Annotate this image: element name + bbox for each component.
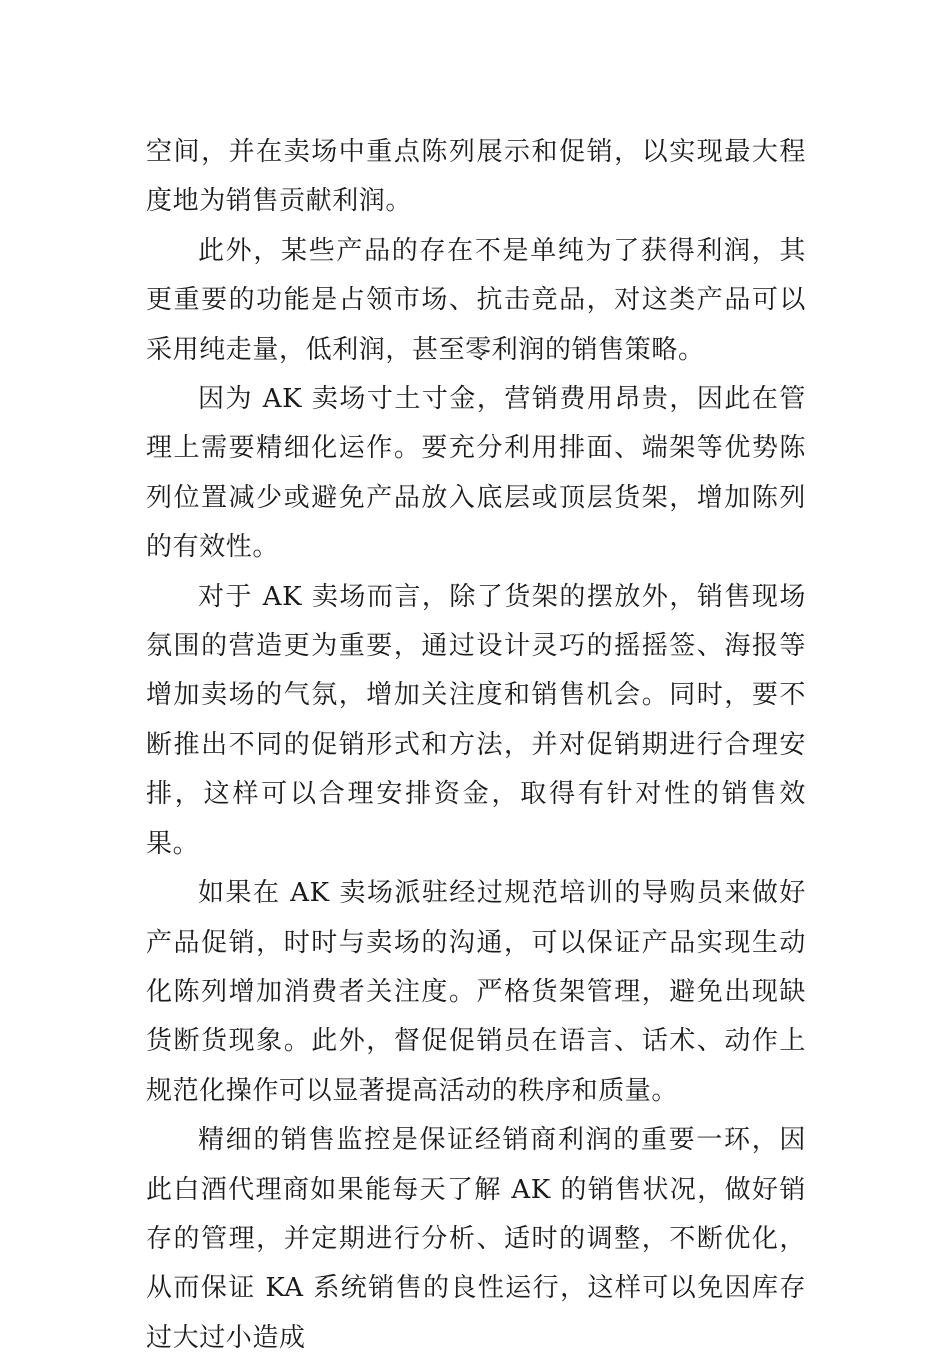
paragraph-2: 此外，某些产品的存在不是单纯为了获得利润，其更重要的功能是占领市场、抗击竞品，对这类产品可以采用纯走量，低利润，甚至零利润的销售策略。	[146, 235, 806, 365]
paragraph-4: 对于 AK 卖场而言，除了货架的摆放外，销售现场氛围的营造更为重要，通过设计灵巧的摇摇签、海报等增加卖场的气氛，增加关注度和销售机会。同时，要不断推出不同的促销形式和方法，并对促销期进行合理安排，这样可以合理安排资金，取得有针对性的销售效果。	[146, 581, 806, 859]
paragraph-1: 空间，并在卖场中重点陈列展示和促销，以实现最大程度地为销售贡献利润。	[146, 137, 806, 217]
paragraph-3: 因为 AK 卖场寸土寸金，营销费用昂贵，因此在管理上需要精细化运作。要充分利用排面、端架等优势陈列位置减少或避免产品放入底层或顶层货架，增加陈列的有效性。	[146, 384, 806, 563]
document-body	[146, 128, 806, 1363]
paragraph-6: 精细的销售监控是保证经销商利润的重要一环，因此白酒代理商如果能每天了解 AK 的销售状况，做好销存的管理，并定期进行分析、适时的调整，不断优化，从而保证 KA 系统销售的良性运行，这样可以免因库存过大过小造成	[146, 1125, 806, 1353]
paragraph-5: 如果在 AK 卖场派驻经过规范培训的导购员来做好产品促销，时时与卖场的沟通，可以保证产品实现生动化陈列增加消费者关注度。严格货架管理，避免出现缺货断货现象。此外，督促促销员在语言、话术、动作上规范化操作可以显著提高活动的秩序和质量。	[146, 878, 806, 1106]
